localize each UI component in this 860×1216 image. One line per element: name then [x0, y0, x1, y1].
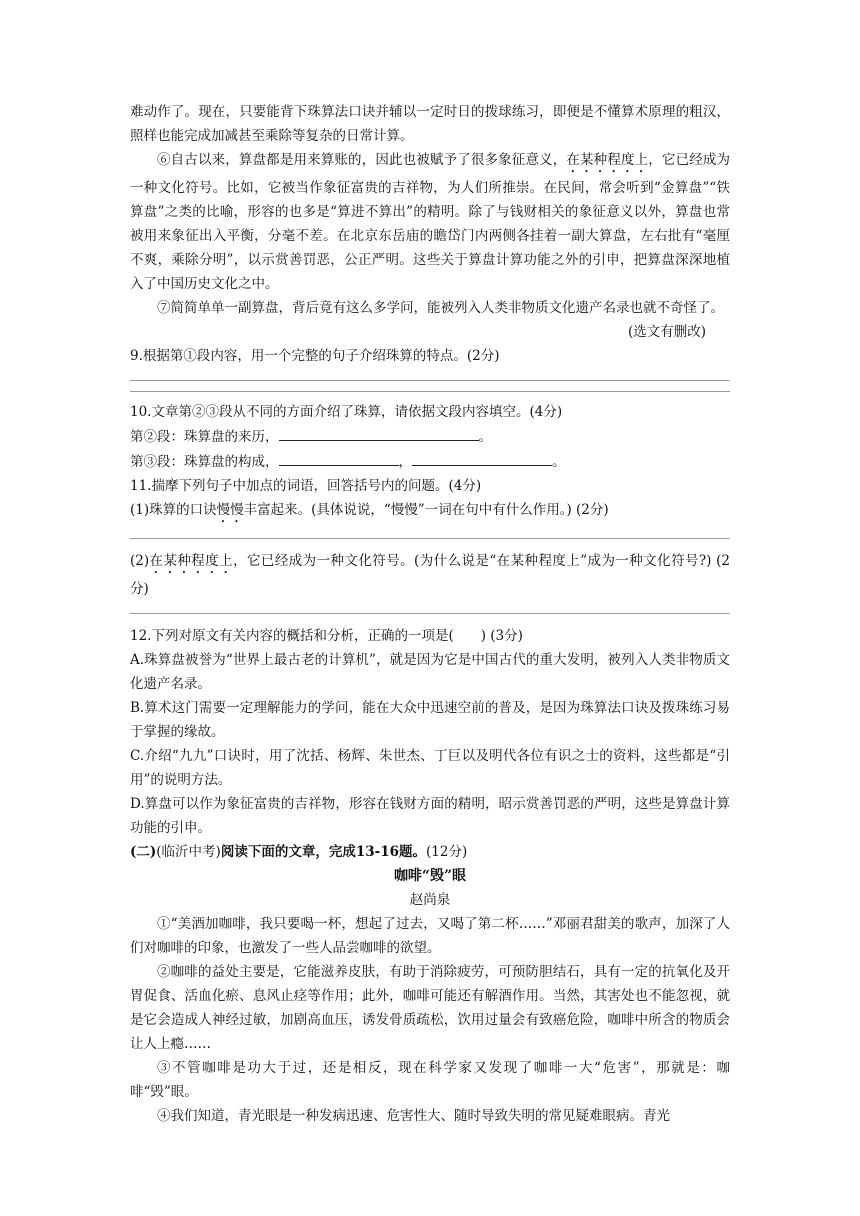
question-12-option-c: C.介绍“九九”口诀时，用了沈括、杨辉、朱世杰、丁巨以及明代各位有识之士的资料，这些都是“引用”的说明方法。 — [130, 748, 730, 788]
paragraph-6-part-b: ，它已经成为一种文化符号。比如，它被当作象征富贵的吉祥物，为人们所推崇。在民间，常会听到“金算盘”“铁算盘”之类的比喻，形容的也多是“算进不算出”的精明。除了与钱财相关的象征意义以外，算盘也常被用来象征出入平衡，分毫不差。在北京东岳庙的瞻岱门内两侧各挂着一副大算盘，左右批有“毫厘不爽，乘除分明”，以示赏善罚恶，公正严明。这些关于算盘计算功能之外的引申，把算盘深深地植入了中国历史文化之中。 — [130, 152, 731, 292]
fill-blank[interactable] — [279, 424, 479, 441]
question-9: 9.根据第①段内容，用一个完整的句子介绍珠算的特点。(2分) — [130, 348, 500, 364]
fill-blank[interactable] — [412, 449, 552, 466]
q11-sub2-b: ，它已经成为一种文化符号。(为什么说是“在某种程度上”成为一种文化符号?) (2分) — [130, 553, 730, 597]
article-paragraph-4: ④我们知道，青光眼是一种发病迅速、危害性大、随时导致失明的常见疑难眼病。青光 — [157, 1108, 670, 1124]
q11-sub2-a: (2) — [130, 553, 150, 569]
answer-line — [130, 391, 730, 392]
q11-sub1-emphasis: 慢慢 — [216, 502, 244, 518]
article-paragraph-2: ②咖啡的益处主要是，它能滋养皮肤，有助于消除疲劳，可预防胆结石，具有一定的抗氧化及开胃促食、活血化瘀、息风止痉等作用；此外，咖啡可能还有解酒作用。当然，其害处也不能忽视，就是它会造成人神经过敏，加剧高血压，诱发骨质疏松，饮用过量会有致癌危险，咖啡中所含的物质会让人上瘾…… — [130, 964, 730, 1052]
document-page — [130, 100, 730, 1128]
q10-line2-suffix: 。 — [552, 454, 566, 470]
answer-line — [130, 380, 730, 381]
question-11-sub-2 — [130, 549, 730, 601]
section-2-score: (12分) — [426, 844, 468, 860]
fill-blank[interactable] — [279, 449, 399, 466]
q10-line1-prefix: 第②段：珠算盘的来历， — [130, 429, 279, 445]
question-12-option-d: D.算盘可以作为象征富贵的吉祥物，形容在钱财方面的精明，昭示赏善罚恶的严明，这些是算盘计算功能的引申。 — [130, 796, 730, 836]
section-2-text: 阅读下面的文章，完成13-16题。 — [220, 844, 427, 860]
article-paragraph-3: ③不管咖啡是功大于过，还是相反，现在科学家又发现了咖啡一大“危害”，那就是：咖啡“毁”眼。 — [130, 1060, 730, 1100]
source-note: (选文有删改) — [627, 324, 706, 340]
section-2-heading — [130, 840, 730, 864]
q10-line2-mid: ， — [398, 454, 412, 470]
question-12-stem: 12.下列对原文有关内容的概括和分析，正确的一项是( ) (3分) — [130, 628, 523, 644]
question-10-line-2 — [130, 449, 730, 474]
question-11-sub-1 — [130, 498, 730, 526]
paragraph-continued: 难动作了。现在，只要能背下珠算法口诀并辅以一定时日的拨球练习，即便是不懂算术原理的粗汉，照样也能完成加减甚至乘除等复杂的日常计算。 — [130, 104, 730, 144]
q11-sub1-a: (1)珠算的口诀 — [130, 502, 217, 518]
article-paragraph-1: ①“美酒加咖啡，我只要喝一杯，想起了过去，又喝了第二杯……”邓丽君甜美的歌声，加深了人们对咖啡的印象，也激发了一些人品尝咖啡的欲望。 — [130, 916, 730, 956]
question-12-option-a: A.珠算盘被誉为“世界上最古老的计算机”，就是因为它是中国古代的重大发明，被列入人类非物质文化遗产名录。 — [130, 652, 730, 692]
answer-line — [130, 613, 730, 614]
paragraph-7: ⑦简简单单一副算盘，背后竟有这么多学问，能被列入人类非物质文化遗产名录也就不奇怪了。 — [157, 300, 724, 316]
question-10-stem: 10.文章第②③段从不同的方面介绍了珠算，请依据文段内容填空。(4分) — [130, 404, 563, 420]
answer-line — [130, 538, 730, 539]
article-author: 赵尚泉 — [409, 892, 451, 908]
paragraph-6-emphasis: 在某种程度上 — [566, 152, 649, 168]
paragraph-6 — [130, 148, 730, 296]
question-10-line-1 — [130, 424, 730, 449]
q10-line1-suffix: 。 — [478, 429, 492, 445]
section-2-label: (二) — [130, 844, 157, 860]
q11-sub2-emphasis: 在某种程度上 — [149, 553, 234, 569]
q10-line2-prefix: 第③段：珠算盘的构成， — [130, 454, 279, 470]
question-12-option-b: B.算术这门需要一定理解能力的学问，能在大众中迅速空前的普及，是因为珠算法口诀及拨珠练习易于掌握的缘故。 — [130, 700, 730, 740]
paragraph-6-part-a: ⑥自古以来，算盘都是用来算账的，因此也被赋予了很多象征意义， — [157, 152, 567, 168]
question-11-stem: 11.揣摩下列句子中加点的词语，回答括号内的问题。(4分) — [130, 478, 482, 494]
article-title: 咖啡“毁”眼 — [393, 868, 467, 884]
section-2-source: (临沂中考) — [156, 844, 221, 860]
q11-sub1-b: 丰富起来。(具体说说，“慢慢”一词在句中有什么作用。) (2分) — [243, 502, 609, 518]
